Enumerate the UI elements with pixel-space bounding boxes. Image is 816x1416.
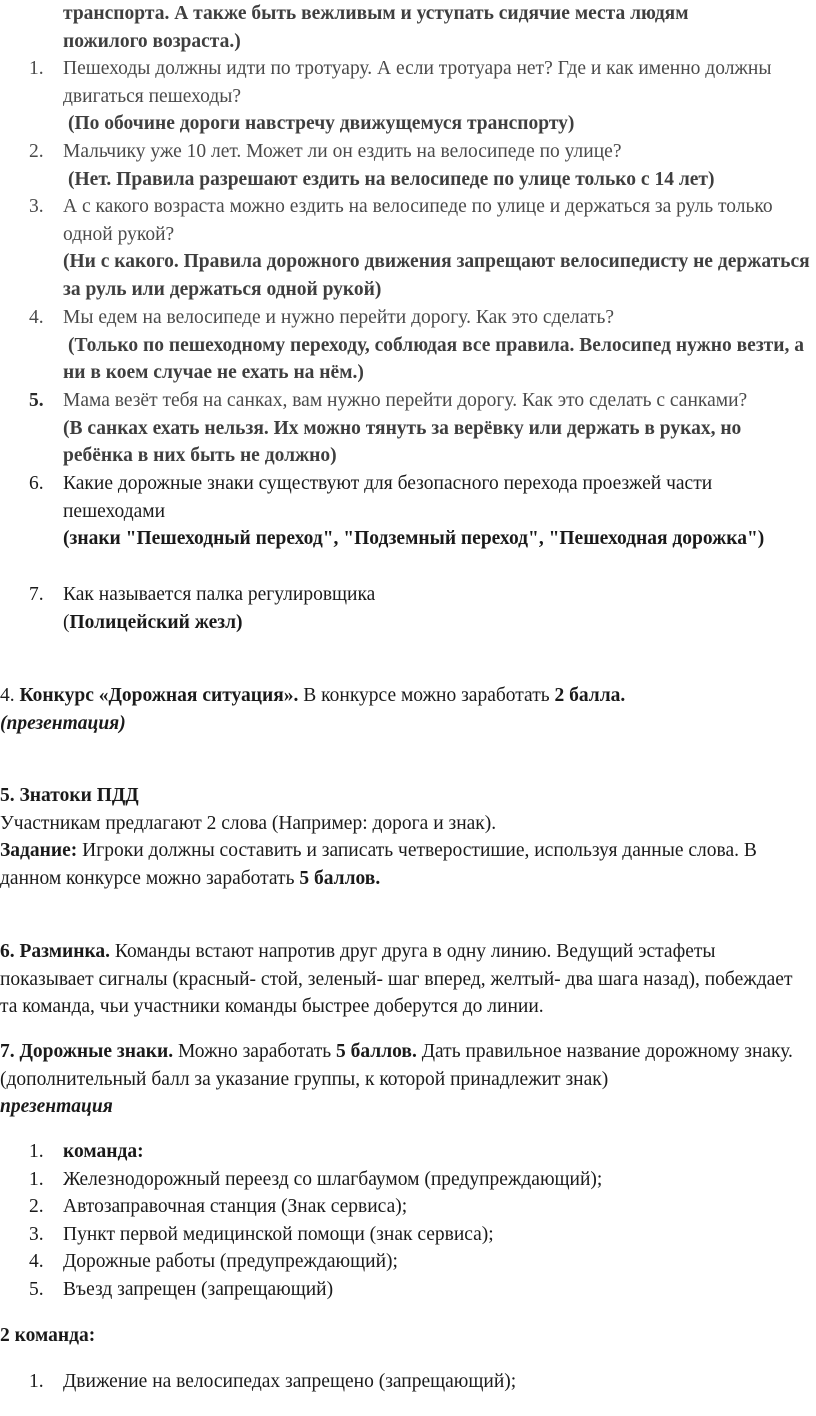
section-number: 4. — [0, 685, 20, 706]
quiz-question: Как называется палка регулировщика — [63, 584, 376, 605]
sign-name: Пункт первой медицинской помощи (знак сервиса); — [63, 1223, 494, 1245]
list-number: 6. — [29, 473, 44, 494]
list-number: 2. — [29, 1196, 44, 1217]
list-item — [0, 1368, 816, 1396]
quiz-item — [0, 581, 816, 636]
quiz-item — [0, 304, 816, 387]
team-label: команда: — [63, 1141, 144, 1162]
contest-5 — [0, 782, 816, 892]
list-number: 1. — [29, 1141, 44, 1162]
list-item — [0, 1166, 816, 1194]
section-text: Команды встают напротив друг друга в одну линию. Ведущий эстафеты показывает сигналы (красный- стой, зеленый- шаг вперед, желтый- два шага назад), побеждает та команда, чьи участники команды быстрее доберутся до линии. — [0, 941, 793, 1017]
list-number: 5. — [29, 1278, 44, 1300]
answer-paren: ( — [63, 611, 70, 633]
list-number: 1. — [29, 58, 44, 79]
sign-name: Движение на велосипедах запрещено (запрещающий); — [63, 1371, 517, 1392]
continuation-line: пожилого возраста.) — [63, 30, 241, 52]
quiz-item — [0, 470, 816, 553]
task-label: Задание: — [0, 840, 78, 861]
section-title: Конкурс «Дорожная ситуация». — [19, 685, 299, 706]
task-text: Игроки должны составить и записать четверостишие, используя данные слова. В данном конкурсе можно заработать — [0, 840, 757, 889]
section-title: 5. Знатоки ПДД — [0, 785, 139, 806]
section-text: Участникам предлагают 2 слова (Например: дорога и знак). — [0, 812, 497, 834]
quiz-item — [0, 138, 816, 193]
quiz-item — [0, 55, 816, 138]
quiz-item — [0, 193, 816, 303]
contest-6 — [0, 938, 816, 1021]
quiz-item — [0, 387, 816, 470]
list-number: 3. — [29, 1223, 44, 1245]
list-number: 3. — [29, 196, 44, 217]
quiz-answer: (знаки "Пешеходный переход", "Подземный переход", "Пешеходная дорожка") — [63, 528, 765, 549]
section-text: Можно заработать — [173, 1041, 336, 1062]
quiz-question: Мальчику уже 10 лет. Может ли он ездить на велосипеде по улице? — [63, 141, 622, 162]
list-number: 4. — [29, 307, 44, 328]
list-item — [0, 1193, 816, 1221]
team-2-list — [0, 1368, 816, 1396]
contest-4 — [0, 682, 816, 737]
list-number: 1. — [29, 1371, 44, 1392]
quiz-answer: (Только по пешеходному переходу, соблюдая все правила. Велосипед нужно везти, а ни в коем случае не ехать на нём.) — [63, 334, 804, 383]
continuation-line: транспорта. А также быть вежливым и уступать сидячие места людям — [63, 3, 689, 24]
sign-name: Въезд запрещен (запрещающий) — [63, 1278, 334, 1300]
presentation-note: (презентация) — [0, 712, 126, 734]
sign-name: Автозаправочная станция (Знак сервиса); — [63, 1196, 408, 1217]
list-item — [0, 1276, 816, 1304]
section-title: 7. Дорожные знаки. — [0, 1041, 174, 1062]
list-number: 1. — [29, 1168, 44, 1190]
quiz-answer: (По обочине дороги навстречу движущемуся транспорту) — [68, 113, 575, 134]
section-title: 6. Разминка. — [0, 941, 111, 962]
answer-continuation — [0, 0, 816, 55]
points-value: 5 баллов. — [299, 867, 381, 889]
section-text: В конкурсе можно заработать — [298, 685, 555, 706]
section-text: Дать правильное название дорожному знаку. (дополнительный балл за указание группы, к которой принадлежит знак) — [0, 1041, 793, 1090]
quiz-question: А с какого возраста можно ездить на велосипеде по улице и держаться за руль только одной рукой? — [63, 196, 773, 245]
sign-name: Дорожные работы (предупреждающий); — [63, 1251, 398, 1272]
quiz-question: Какие дорожные знаки существуют для безопасного перехода проезжей части пешеходами — [63, 473, 713, 522]
team-2-label: 2 команда: — [0, 1325, 96, 1346]
quiz-question: Мы едем на велосипеде и нужно перейти дорогу. Как это сделать? — [63, 307, 615, 328]
list-item — [0, 1248, 816, 1276]
list-item — [0, 1221, 816, 1249]
list-number: 4. — [29, 1251, 44, 1272]
quiz-question: Мама везёт тебя на санках, вам нужно перейти дорогу. Как это сделать с санками? — [63, 390, 748, 411]
sign-name: Железнодорожный переезд со шлагбаумом (предупреждающий); — [63, 1168, 603, 1190]
list-item — [0, 1138, 816, 1166]
contest-7 — [0, 1038, 816, 1121]
points-value: 5 баллов. — [335, 1041, 417, 1062]
quiz-question: Пешеходы должны идти по тротуару. А если тротуара нет? Где и как именно должны двигаться пешеходы? — [63, 58, 772, 107]
list-number: 7. — [29, 584, 44, 605]
team-1-list — [0, 1138, 816, 1303]
quiz-answer: (В санках ехать нельзя. Их можно тянуть за верёвку или держать в руках, но ребёнка в них быть не должно) — [63, 417, 742, 466]
list-number: 2. — [29, 141, 44, 162]
quiz-answer: Полицейский жезл) — [69, 611, 243, 633]
quiz-answer: (Нет. Правила разрешают ездить на велосипеде по улице только с 14 лет) — [68, 168, 715, 190]
presentation-note: презентация — [0, 1096, 113, 1117]
quiz-answer: (Ни с какого. Правила дорожного движения запрещают велосипедисту не держаться за руль или держаться одной рукой) — [63, 251, 810, 300]
points-value: 2 балла. — [554, 685, 626, 706]
list-number: 5. — [29, 390, 44, 411]
